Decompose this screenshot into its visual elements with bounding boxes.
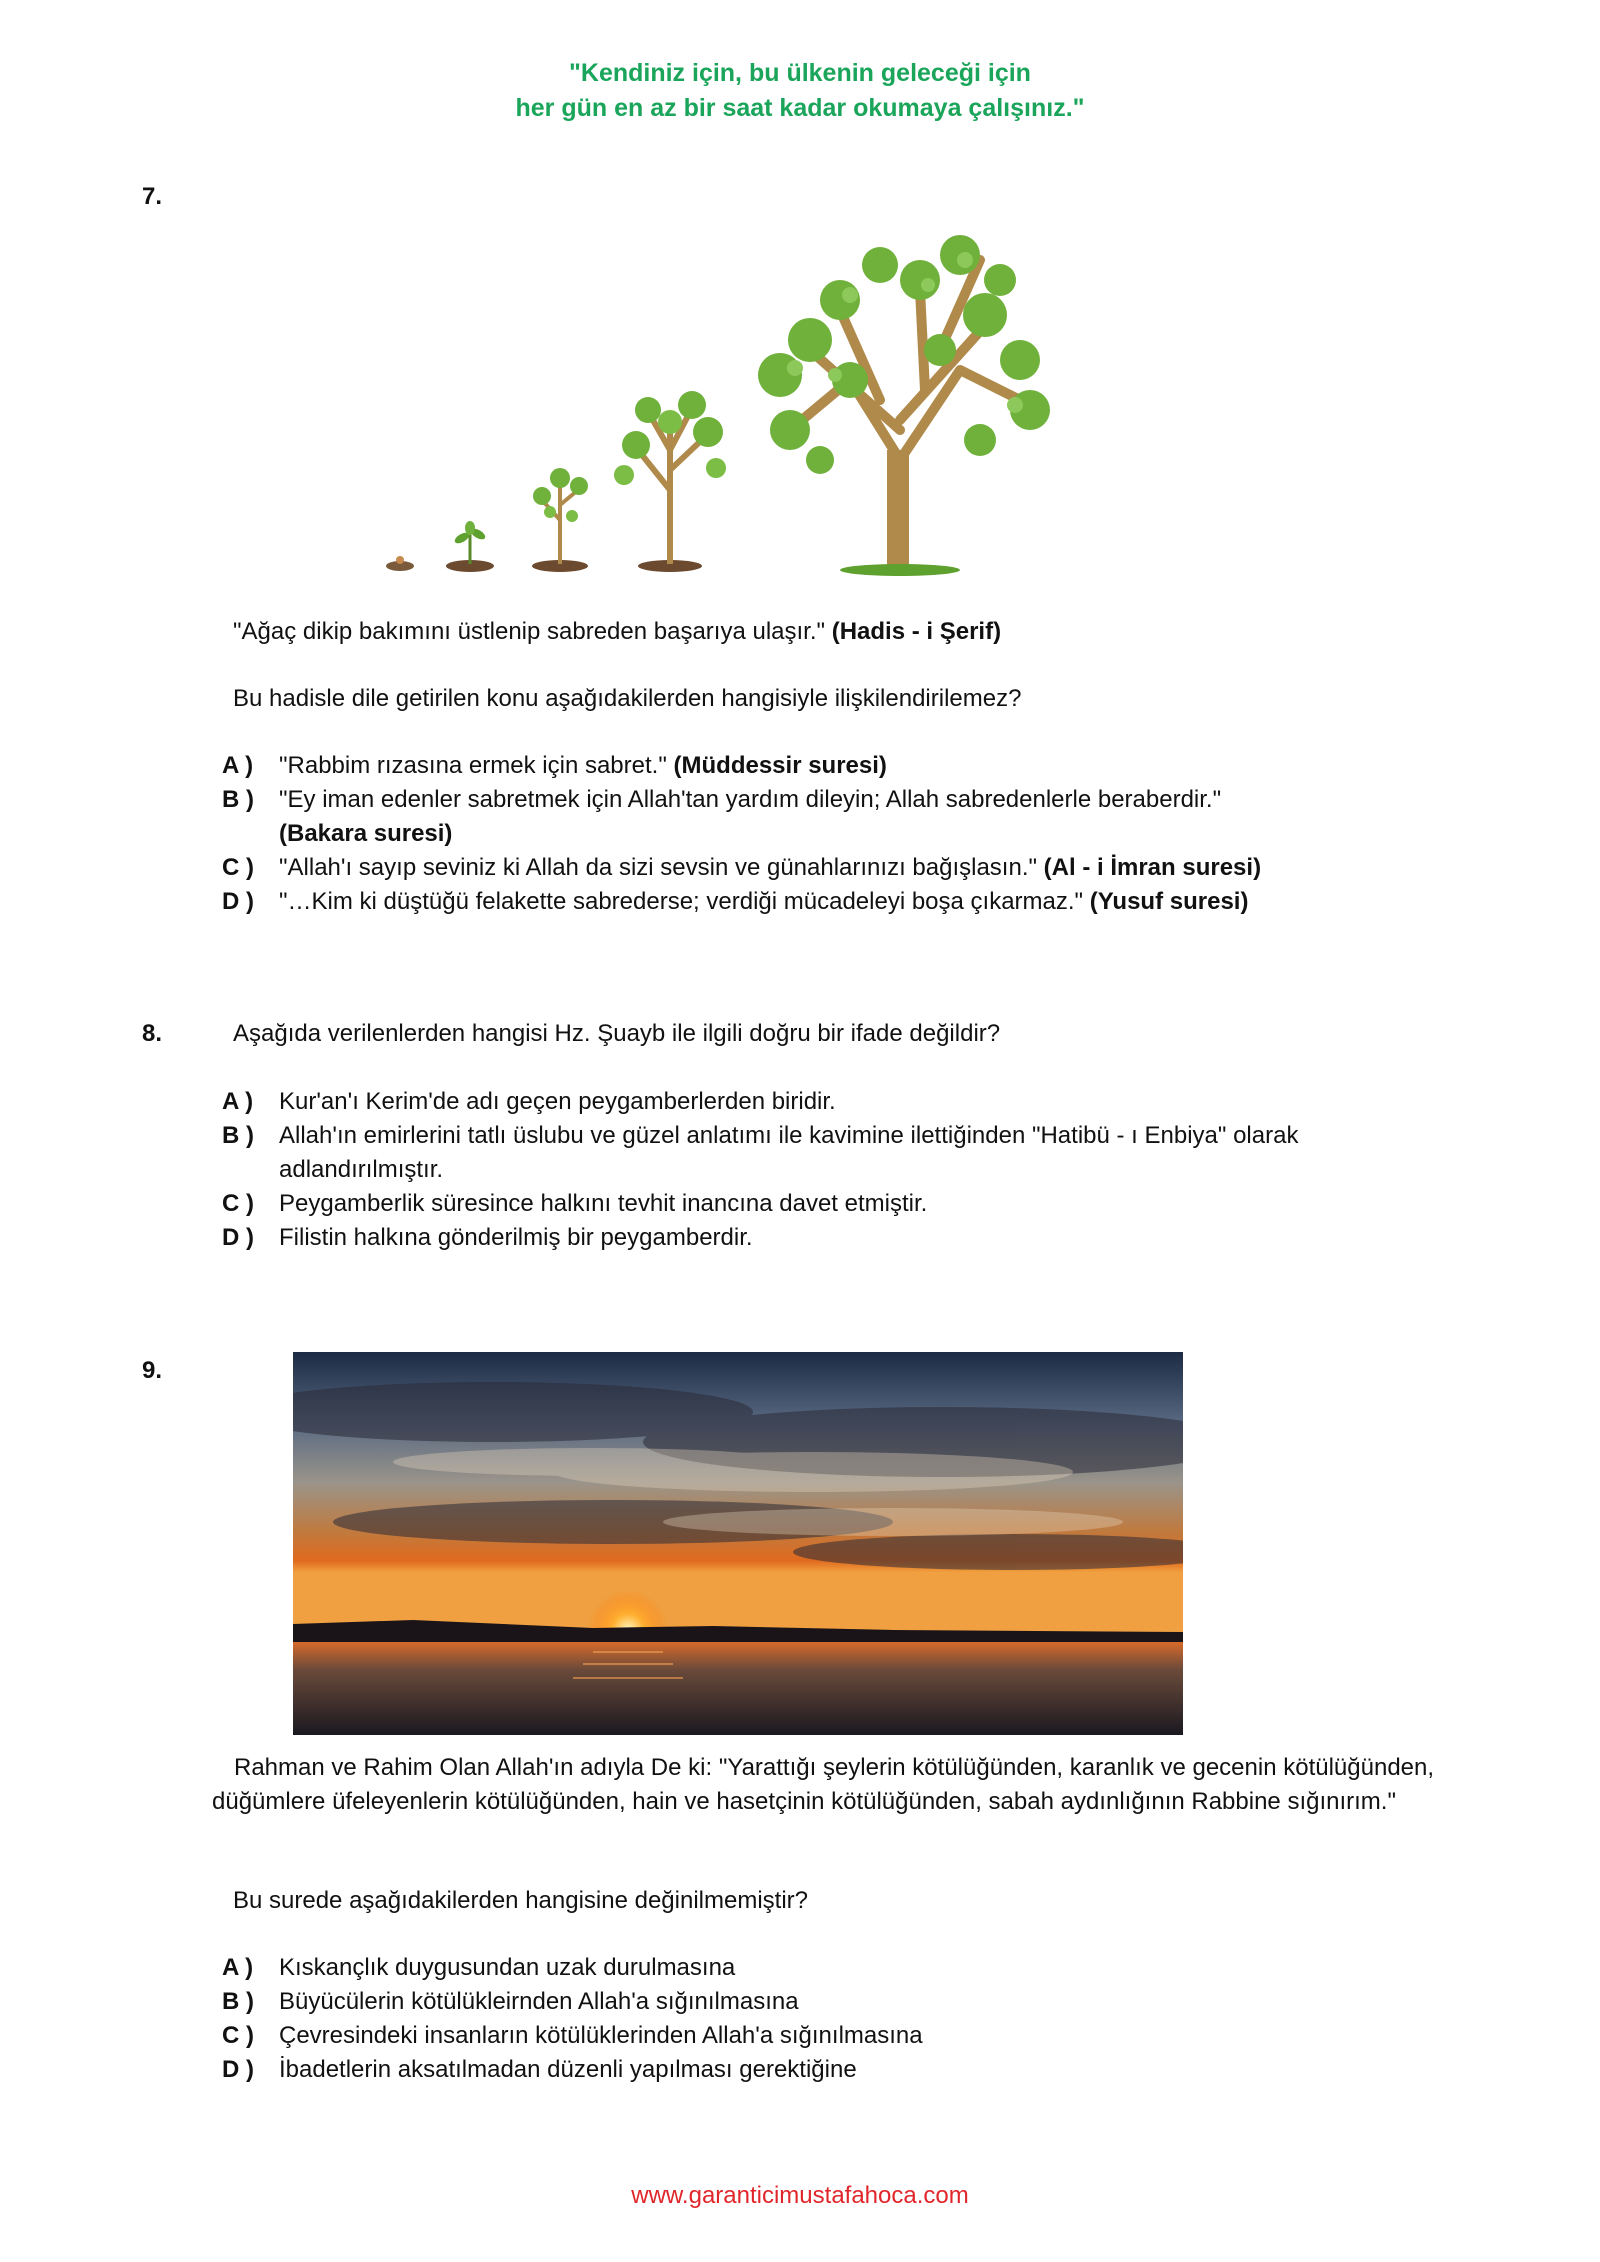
option-letter: B )	[222, 1988, 254, 2015]
question-7-hadith	[233, 615, 1001, 649]
sunset-photo	[293, 1352, 1183, 1735]
option-text: Filistin halkına gönderilmiş bir peygamberdir.	[279, 1224, 753, 1251]
option-letter: A )	[222, 752, 254, 779]
motto-line-2: her gün en az bir saat kadar okumaya çalışınız."	[515, 94, 1085, 122]
question-9-prompt: Bu surede aşağıdakilerden hangisine değinilmemiştir?	[233, 1887, 809, 1914]
option-text: "Allah'ı sayıp seviniz ki Allah da sizi sevsin ve günahlarınızı bağışlasın." (Al - i İmran suresi)	[279, 854, 1262, 881]
option-text: Kur'an'ı Kerim'de adı geçen peygamberlerden biridir.	[279, 1088, 836, 1115]
question-7-prompt: Bu hadisle dile getirilen konu aşağıdakilerden hangisiyle ilişkilendirilemez?	[233, 685, 1022, 712]
option-letter: C )	[222, 1190, 254, 1217]
option-text: "Ey iman edenler sabretmek için Allah'tan yardım dileyin; Allah sabredenlerle beraberdir." (Bakara suresi)	[279, 786, 1222, 847]
tree-growth-illustration	[380, 200, 1100, 580]
option-letter: D )	[222, 1224, 254, 1251]
option-letter: D )	[222, 888, 254, 915]
option-letter: C )	[222, 854, 254, 881]
question-7-number: 7.	[142, 183, 163, 210]
option-text: "…Kim ki düştüğü felakette sabrederse; verdiği mücadeleyi boşa çıkarmaz." (Yusuf suresi)	[279, 888, 1249, 915]
question-8-number: 8.	[142, 1020, 163, 1047]
motto-line-1: "Kendiniz için, bu ülkenin geleceği için	[569, 59, 1031, 87]
option-text: Peygamberlik süresince halkını tevhit inancına davet etmiştir.	[279, 1190, 928, 1217]
option-text: İbadetlerin aksatılmadan düzenli yapılması gerektiğine	[279, 2056, 857, 2083]
option-text: Büyücülerin kötülükleirnden Allah'a sığınılmasına	[279, 1988, 799, 2015]
tree-growth-svg	[380, 200, 1100, 580]
hadith-source: (Hadis - i Şerif)	[831, 618, 1002, 645]
sunset-svg	[293, 1352, 1183, 1735]
question-8-prompt: Aşağıda verilenlerden hangisi Hz. Şuayb ile ilgili doğru bir ifade değildir?	[233, 1020, 1001, 1047]
header-motto	[0, 56, 1600, 126]
option-text: Allah'ın emirlerini tatlı üslubu ve güzel anlatımı ile kavimine ilettiğinden "Hatibü - ı Enbiya" olarak adlandırılmıştır.	[279, 1122, 1299, 1183]
question-9-passage: Rahman ve Rahim Olan Allah'ın adıyla De ki: "Yarattığı şeylerin kötülüğünden, karanlık ve gecenin kötülüğünden, düğümlere üfeleyenlerin kötülüğünden, hain ve hasetçinin kötülüğünden, sabah aydınlığının Rabbine sığınırım."	[212, 1754, 1435, 1815]
option-letter: A )	[222, 1088, 254, 1115]
question-9-number: 9.	[142, 1357, 163, 1384]
option-letter: B )	[222, 1122, 254, 1149]
footer-url[interactable]: www.garanticimustafahoca.com	[631, 2182, 969, 2209]
option-text: Kıskançlık duygusundan uzak durulmasına	[279, 1954, 736, 1981]
option-letter: C )	[222, 2022, 254, 2049]
option-text: Çevresindeki insanların kötülüklerinden Allah'a sığınılmasına	[279, 2022, 923, 2049]
option-text: "Rabbim rızasına ermek için sabret." (Müddessir suresi)	[279, 752, 887, 779]
option-letter: B )	[222, 786, 254, 813]
option-letter: A )	[222, 1954, 254, 1981]
option-letter: D )	[222, 2056, 254, 2083]
hadith-text: "Ağaç dikip bakımını üstlenip sabreden başarıya ulaşır."	[233, 618, 832, 645]
